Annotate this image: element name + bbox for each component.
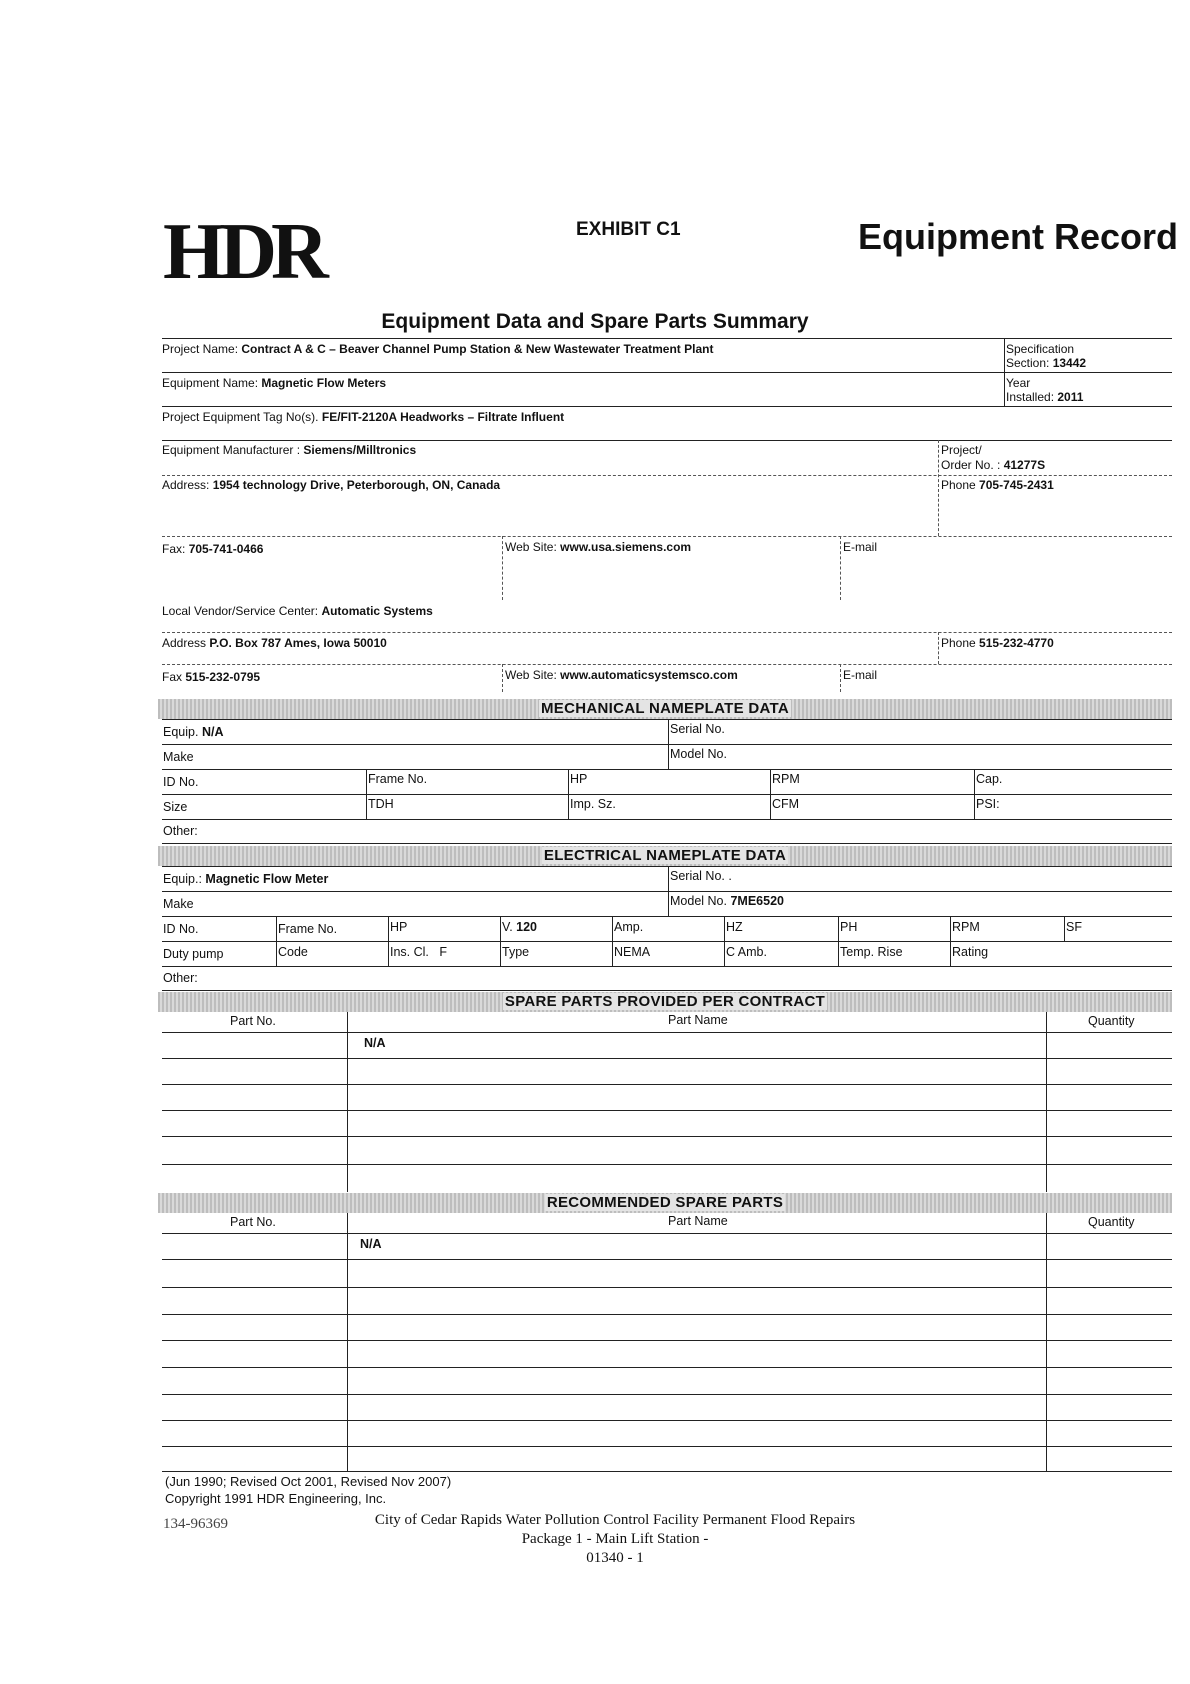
divider bbox=[162, 819, 1172, 820]
divider bbox=[347, 1213, 348, 1471]
divider bbox=[162, 843, 1172, 844]
divider bbox=[162, 719, 1172, 720]
summary-title: Equipment Data and Spare Parts Summary bbox=[381, 310, 809, 333]
divider bbox=[388, 916, 389, 966]
rule bbox=[162, 440, 1172, 441]
elec-v: V. 120 bbox=[502, 920, 538, 934]
page-number: 01340 - 1 bbox=[586, 1550, 644, 1566]
divider bbox=[568, 769, 569, 819]
manufacturer-field: Equipment Manufacturer : Siemens/Milltronics bbox=[162, 443, 417, 457]
divider bbox=[162, 744, 1172, 745]
mech-cfm: CFM bbox=[772, 797, 800, 811]
manufacturer-fax-field: Fax: 705-741-0466 bbox=[162, 542, 264, 556]
spec-section-field: Specification Section: 13442 bbox=[1006, 342, 1087, 370]
mech-make-field: Make bbox=[163, 750, 194, 764]
elec-equip-field: Equip.: Magnetic Flow Meter bbox=[163, 872, 329, 886]
equipment-name-field: Equipment Name: Magnetic Flow Meters bbox=[162, 376, 387, 390]
elec-sf: SF bbox=[1066, 920, 1082, 934]
vendor-field: Local Vendor/Service Center: Automatic Systems bbox=[162, 604, 433, 618]
divider bbox=[162, 1446, 1172, 1447]
mechanical-nameplate-heading: MECHANICAL NAMEPLATE DATA bbox=[158, 699, 1172, 719]
recommended-col-part-name: Part Name bbox=[668, 1214, 728, 1228]
elec-ph: PH bbox=[840, 920, 858, 934]
recommended-spare-parts-heading: RECOMMENDED SPARE PARTS bbox=[158, 1193, 1172, 1213]
divider bbox=[502, 536, 503, 600]
divider bbox=[162, 536, 1172, 537]
divider bbox=[162, 1259, 1172, 1260]
elec-nema: NEMA bbox=[614, 945, 651, 959]
elec-other: Other: bbox=[163, 971, 198, 985]
divider bbox=[950, 916, 951, 966]
divider bbox=[162, 1136, 1172, 1137]
elec-serial-field: Serial No. . bbox=[670, 869, 732, 883]
elec-c-amb: C Amb. bbox=[726, 945, 767, 959]
divider bbox=[770, 769, 771, 819]
divider bbox=[162, 1032, 1172, 1033]
divider bbox=[162, 1233, 1172, 1234]
contract-col-part-name: Part Name bbox=[668, 1013, 728, 1027]
divider bbox=[162, 1471, 1172, 1472]
elec-duty-pump: Duty pump bbox=[163, 947, 224, 961]
divider bbox=[162, 1110, 1172, 1111]
rule bbox=[162, 406, 1172, 407]
divider bbox=[612, 941, 613, 966]
divider bbox=[162, 1287, 1172, 1288]
divider bbox=[162, 990, 1172, 991]
document-number: 134-96369 bbox=[163, 1516, 228, 1532]
mech-equip-field: Equip. N/A bbox=[163, 725, 224, 739]
vendor-fax-field: Fax 515-232-0795 bbox=[162, 670, 261, 684]
mech-model-field: Model No. bbox=[670, 747, 727, 761]
vendor-website-field: Web Site: www.automaticsystemsco.com bbox=[505, 668, 738, 682]
mech-hp: HP bbox=[570, 772, 588, 786]
divider bbox=[366, 769, 367, 819]
elec-ins-cl: Ins. Cl. F bbox=[390, 945, 447, 959]
mech-tdh: TDH bbox=[368, 797, 394, 811]
manufacturer-address-field: Address: 1954 technology Drive, Peterborough, ON, Canada bbox=[162, 478, 501, 492]
divider bbox=[347, 1012, 348, 1192]
elec-code: Code bbox=[278, 945, 308, 959]
divider bbox=[162, 794, 1172, 795]
divider bbox=[840, 536, 841, 600]
page-title: Equipment Record bbox=[858, 216, 1179, 257]
divider bbox=[276, 916, 277, 966]
copyright: Copyright 1991 HDR Engineering, Inc. bbox=[165, 1491, 387, 1506]
mech-id-no: ID No. bbox=[163, 775, 199, 789]
mech-rpm: RPM bbox=[772, 772, 800, 786]
mech-cap: Cap. bbox=[976, 772, 1003, 786]
contract-col-quantity: Quantity bbox=[1088, 1014, 1135, 1028]
order-no-field: Project/ Order No. : 41277S bbox=[941, 443, 1046, 472]
rule bbox=[162, 338, 1172, 339]
divider bbox=[838, 916, 839, 966]
elec-rpm: RPM bbox=[952, 920, 980, 934]
vendor-phone-field: Phone 515-232-4770 bbox=[941, 636, 1054, 650]
divider bbox=[840, 664, 841, 692]
divider bbox=[1046, 1213, 1047, 1471]
mech-serial-field: Serial No. bbox=[670, 722, 725, 736]
manufacturer-phone-field: Phone 705-745-2431 bbox=[941, 478, 1054, 492]
divider bbox=[502, 664, 503, 692]
divider bbox=[162, 664, 1172, 665]
elec-frame-no: Frame No. bbox=[278, 922, 338, 936]
divider bbox=[162, 1314, 1172, 1315]
footer-project-line: City of Cedar Rapids Water Pollution Control Facility Permanent Flood Repairs bbox=[374, 1512, 856, 1528]
divider bbox=[162, 475, 1172, 476]
divider bbox=[162, 769, 1172, 770]
divider bbox=[162, 866, 1172, 867]
tag-no-field: Project Equipment Tag No(s). FE/FIT-2120A Headworks – Filtrate Influent bbox=[162, 410, 565, 424]
divider bbox=[724, 916, 725, 966]
divider bbox=[162, 1394, 1172, 1395]
divider bbox=[162, 966, 1172, 967]
footer-package-line: Package 1 - Main Lift Station - bbox=[521, 1531, 709, 1547]
project-name-field: Project Name: Contract A & C – Beaver Channel Pump Station & New Wastewater Treatment Plant bbox=[162, 342, 714, 356]
spare-parts-contract-heading: SPARE PARTS PROVIDED PER CONTRACT bbox=[158, 992, 1172, 1012]
mech-size: Size bbox=[163, 800, 188, 814]
elec-model-field: Model No. 7ME6520 bbox=[670, 894, 784, 908]
manufacturer-email-field: E-mail bbox=[843, 540, 878, 554]
divider bbox=[162, 1340, 1172, 1341]
revision-note: (Jun 1990; Revised Oct 2001, Revised Nov 2007) bbox=[165, 1474, 452, 1489]
divider bbox=[974, 769, 975, 819]
vendor-address-field: Address P.O. Box 787 Ames, Iowa 50010 bbox=[162, 636, 387, 650]
manufacturer-website-field: Web Site: www.usa.siemens.com bbox=[505, 540, 692, 554]
electrical-nameplate-heading: ELECTRICAL NAMEPLATE DATA bbox=[158, 846, 1172, 866]
exhibit-label: EXHIBIT C1 bbox=[576, 219, 681, 240]
divider bbox=[612, 916, 613, 941]
elec-hp: HP bbox=[390, 920, 408, 934]
divider bbox=[162, 1367, 1172, 1368]
divider bbox=[162, 632, 1172, 633]
elec-type: Type bbox=[502, 945, 530, 959]
mech-other: Other: bbox=[163, 824, 198, 838]
elec-hz: HZ bbox=[726, 920, 743, 934]
vendor-email-field: E-mail bbox=[843, 668, 878, 682]
divider bbox=[500, 916, 501, 966]
mech-frame-no: Frame No. bbox=[368, 772, 428, 786]
elec-rating: Rating bbox=[952, 945, 989, 959]
elec-id-no: ID No. bbox=[163, 922, 199, 936]
recommended-col-quantity: Quantity bbox=[1088, 1215, 1135, 1229]
divider bbox=[162, 1164, 1172, 1165]
contract-col-part-no: Part No. bbox=[230, 1014, 276, 1028]
divider bbox=[938, 440, 939, 536]
divider bbox=[1046, 1012, 1047, 1192]
divider bbox=[162, 1084, 1172, 1085]
divider bbox=[162, 891, 1172, 892]
hdr-logo: HDR bbox=[163, 208, 323, 296]
year-installed-field: Year Installed: 2011 bbox=[1006, 376, 1084, 404]
divider bbox=[162, 916, 1172, 917]
divider bbox=[938, 632, 939, 664]
divider bbox=[162, 1420, 1172, 1421]
recommended-col-part-no: Part No. bbox=[230, 1215, 276, 1229]
contract-row-1: N/A bbox=[364, 1036, 386, 1050]
divider bbox=[1064, 916, 1065, 941]
mech-psi: PSI: bbox=[976, 797, 1000, 811]
mech-imp-sz: Imp. Sz. bbox=[570, 797, 616, 811]
elec-temp-rise: Temp. Rise bbox=[840, 945, 903, 959]
divider bbox=[162, 1058, 1172, 1059]
elec-amp: Amp. bbox=[614, 920, 644, 934]
elec-make-field: Make bbox=[163, 897, 194, 911]
recommended-row-1: N/A bbox=[360, 1237, 382, 1251]
divider bbox=[162, 941, 1172, 942]
rule bbox=[162, 372, 1172, 373]
